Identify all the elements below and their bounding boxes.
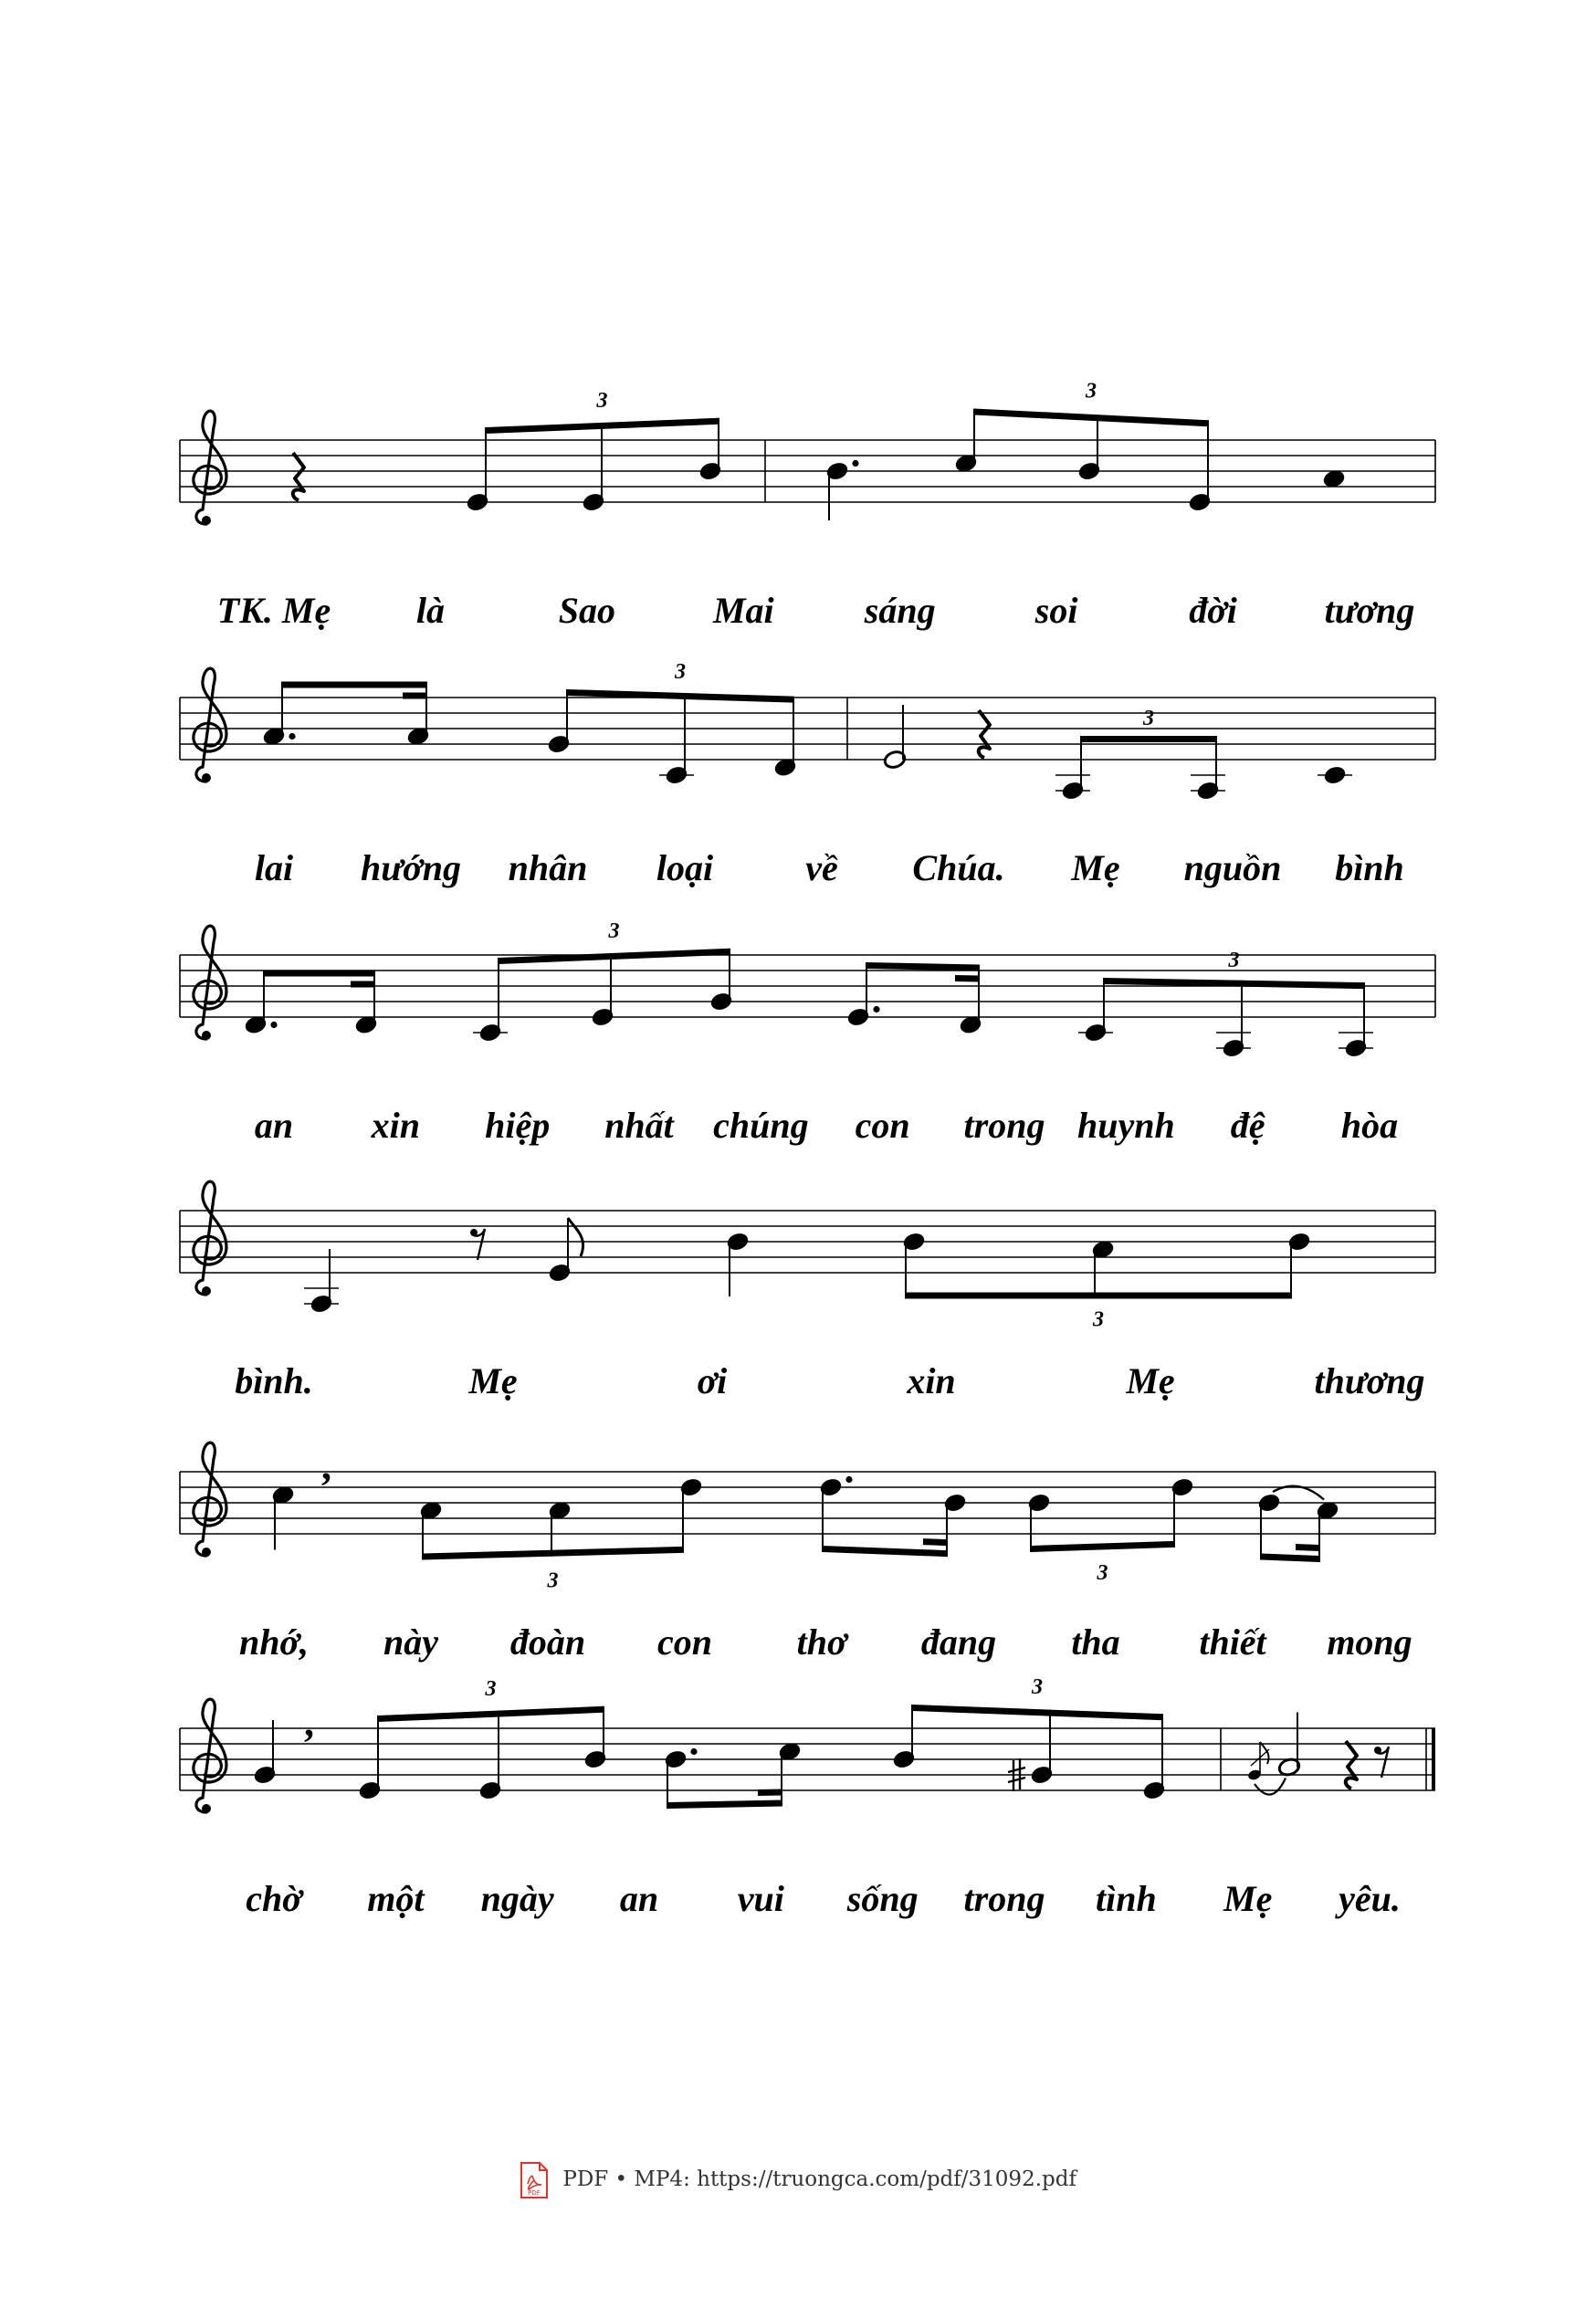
augmentation-dot	[845, 1476, 852, 1483]
beam	[1031, 1541, 1174, 1552]
treble-clef-icon	[202, 1804, 211, 1813]
treble-clef-icon	[194, 1443, 226, 1556]
staff-system-1	[180, 380, 1435, 632]
lyric-word: loại	[656, 847, 714, 888]
lyric-word: ơi	[697, 1360, 728, 1401]
lyric-word: Mẹ	[468, 1360, 518, 1401]
lyric-word: thương	[1314, 1360, 1425, 1401]
beam-secondary	[351, 981, 374, 988]
lyric-word: chờ	[246, 1878, 302, 1919]
lyric-word: nhớ,	[239, 1621, 309, 1663]
lyric-word: mong	[1327, 1621, 1412, 1663]
beam-secondary	[758, 1789, 782, 1796]
beam	[667, 1800, 782, 1809]
lyric-word: một	[367, 1878, 425, 1919]
lyric-word: Sao	[558, 590, 615, 631]
footer-link-text[interactable]: PDF • MP4: https://truongca.com/pdf/31092.pdf	[562, 2167, 1076, 2191]
tuplet-number: 3	[1228, 949, 1240, 972]
beam-secondary	[403, 693, 426, 699]
beam-secondary	[1296, 1544, 1319, 1551]
beam	[866, 962, 979, 971]
lyric-word: ngày	[480, 1878, 554, 1919]
lyric-word: tình	[1095, 1878, 1157, 1919]
augmentation-dot	[852, 460, 858, 467]
beam	[906, 1293, 1291, 1299]
slur	[1255, 1779, 1286, 1795]
breath-mark-icon: ,	[321, 1443, 331, 1488]
tuplet-number: 3	[485, 1676, 497, 1701]
lyric-word: trong	[963, 1105, 1045, 1146]
tuplet-number: 3	[608, 918, 620, 943]
beam	[567, 689, 793, 703]
augmentation-dot	[289, 733, 295, 740]
lyric-word: nhất	[604, 1105, 674, 1146]
tuplet-number: 3	[1032, 1675, 1043, 1699]
lyric-word: con	[855, 1105, 910, 1146]
augmentation-dot	[270, 1022, 277, 1028]
lyric-word: Chúa.	[912, 847, 1005, 888]
tuplet-number: 3	[1086, 379, 1097, 404]
lyric-word: tha	[1071, 1621, 1120, 1663]
augmentation-dot	[873, 1006, 879, 1013]
staff-system-6	[180, 1675, 1435, 1919]
notehead	[1323, 765, 1347, 786]
breath-mark-icon: ,	[304, 1700, 314, 1745]
lyric-word: nguồn	[1183, 847, 1282, 888]
beam	[264, 971, 374, 977]
quarter-rest-icon	[293, 453, 304, 500]
lyric-word: bình	[1335, 847, 1404, 888]
tuplet-number: 3	[596, 388, 608, 413]
treble-clef-icon	[202, 773, 211, 782]
lyric-word: TK. Mẹ	[216, 590, 331, 631]
lyric-word: thiết	[1199, 1621, 1266, 1663]
lyric-word: trong	[963, 1878, 1045, 1919]
beam	[499, 949, 730, 964]
beam	[974, 409, 1208, 427]
lyric-word: thơ	[796, 1621, 847, 1663]
treble-clef-icon	[202, 1286, 211, 1296]
treble-clef-icon	[202, 1548, 211, 1557]
lyric-word: đoàn	[509, 1621, 586, 1663]
tuplet-number: 3	[1097, 1561, 1108, 1585]
svg-text:PDF: PDF	[528, 2189, 541, 2197]
lyric-word: này	[383, 1621, 438, 1663]
lyric-word: hiệp	[485, 1105, 551, 1146]
quarter-rest-icon	[979, 710, 990, 758]
tuplet-number: 3	[1143, 707, 1154, 730]
beam-secondary	[923, 1538, 947, 1546]
lyric-word: xin	[907, 1360, 956, 1401]
lyric-word: vui	[737, 1878, 784, 1919]
lyric-word: hòa	[1340, 1105, 1399, 1146]
beam-secondary	[955, 975, 979, 982]
lyric-word: xin	[371, 1105, 421, 1146]
lyric-word: đang	[920, 1621, 997, 1663]
lyric-word: sáng	[864, 590, 936, 631]
beam	[912, 1705, 1162, 1720]
eighth-flag	[568, 1218, 583, 1256]
lyric-word: là	[415, 590, 445, 631]
lyric-word: Mẹ	[1071, 847, 1120, 888]
staff-system-5	[180, 1443, 1435, 1663]
treble-clef-icon	[194, 1181, 226, 1295]
lyric-word: bình.	[235, 1360, 313, 1401]
lyric-word: đệ	[1230, 1105, 1265, 1146]
treble-clef-icon	[194, 411, 226, 524]
quarter-rest-icon	[1346, 1741, 1357, 1789]
beam	[823, 1546, 947, 1557]
pdf-file-icon[interactable]	[520, 2162, 549, 2198]
beam	[1261, 1554, 1319, 1563]
lyric-word: soi	[1034, 590, 1078, 631]
beam	[1081, 736, 1216, 742]
beam	[423, 1547, 683, 1560]
lyric-word: về	[805, 847, 838, 888]
lyric-word: đời	[1189, 590, 1237, 631]
beam	[282, 682, 426, 688]
lyric-word: chúng	[713, 1105, 809, 1146]
augmentation-dot	[690, 1748, 697, 1755]
lyric-word: Mẹ	[1126, 1360, 1175, 1401]
staff-system-2	[180, 660, 1435, 888]
lyric-word: an	[254, 1105, 294, 1146]
beam	[378, 1706, 604, 1722]
treble-clef-icon	[194, 668, 226, 782]
staff-system-3	[180, 919, 1435, 1146]
lyric-word: Mẹ	[1223, 1878, 1273, 1919]
footer	[0, 2162, 1596, 2198]
treble-clef-icon	[202, 516, 211, 525]
tuplet-number: 3	[1093, 1307, 1104, 1332]
treble-clef-icon	[194, 1699, 226, 1812]
lyric-word: hướng	[361, 847, 461, 888]
tuplet-number: 3	[547, 1569, 559, 1593]
lyric-word: tương	[1324, 590, 1415, 631]
tuplet-number: 3	[675, 660, 686, 684]
lyric-word: huynh	[1076, 1105, 1175, 1146]
treble-clef-icon	[202, 1031, 211, 1040]
lyric-word: nhân	[508, 847, 588, 888]
lyric-word: an	[619, 1878, 659, 1919]
treble-clef-icon	[194, 926, 226, 1039]
tie	[1273, 1486, 1324, 1500]
beam	[1104, 978, 1364, 989]
lyric-word: lai	[254, 847, 294, 888]
staff-system-4	[180, 1181, 1435, 1401]
lyric-word: sống	[846, 1878, 919, 1919]
lyric-word: Mai	[712, 590, 774, 631]
lyric-word: yêu.	[1339, 1878, 1401, 1919]
lyric-word: con	[657, 1621, 712, 1663]
